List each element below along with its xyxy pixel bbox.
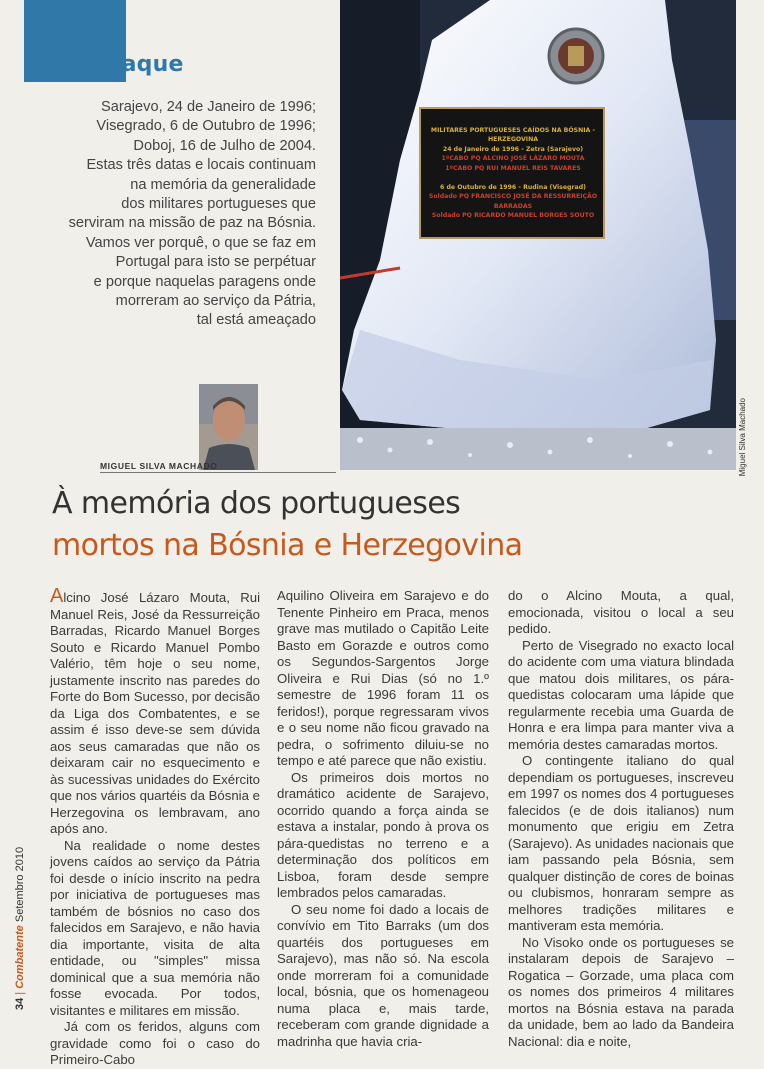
- body-column-1: [50, 585, 260, 1069]
- paragraph: O seu nome foi dado a locais de convívio em Tito Barraks (um dos quartéis dos portugueses em Sarajevo), mas não só. Na escola onde morreram foi a comunidade local, bósnia, que os homenageou numa placa e, mais tarde, receberam com grande dignidade a madrinha que havia cria-: [277, 901, 489, 1049]
- issue-date: Setembro 2010: [14, 846, 26, 923]
- paragraph: O contingente italiano do qual dependiam os portugueses, inscreveu em 1997 os nomes dos 4 portugueses falecidos (e de dois italianos) num monumento que erigiu em Zetra (Sarajevo). As unidades nacionais que iam passando pela Bósnia, sem qualquer distinção de cores de boinas ou clubismos, honraram sempre as melhores tradições militares e mantiveram esta memória.: [508, 753, 734, 933]
- page-number: 34: [14, 997, 26, 1010]
- plaque-line: 6 de Outubro de 1996 - Rudina (Visegrad): [440, 184, 586, 192]
- paragraph: Os primeiros dois mortos no dramático acidente de Sarajevo, ocorrido quando a força ainda se estava a instalar, pondo à prova os pára-quedistas no terreno e a determinação dos políticos em Lisboa, foram desde sempre lembrados pelos camaradas.: [277, 769, 489, 900]
- plaque-line: Soldado PQ FRANCISCO JOSÉ DA RESSURREIÇÃO BARRADAS: [428, 193, 598, 210]
- intro-line: Portugal para isto se perpétuar: [115, 254, 316, 271]
- plaque-text: [424, 126, 602, 221]
- body-column-2: [277, 588, 489, 1050]
- photo-credit: Miguel Silva Machado: [738, 398, 747, 477]
- author-byline: MIGUEL SILVA MACHADO: [100, 461, 218, 471]
- author-portrait-illustration: [199, 384, 258, 470]
- intro-line: Visegrado, 6 de Outubro de 1996;: [96, 118, 316, 135]
- intro-line: morreram ao serviço da Pátria,: [115, 293, 316, 310]
- paragraph: Perto de Visegrado no exacto local do acidente com uma viatura blindada que matou dois militares, os pára-quedistas colocaram uma lápide que regularmente recebia uma Guarda de Honra e era limpa para manter viva a memória destes camaradas mortos.: [508, 637, 734, 752]
- intro-line: Estas três datas e locais continuam: [86, 157, 316, 174]
- plaque-line: MILITARES PORTUGUESES CAÍDOS NA BÓSNIA - HERZEGOVINA: [430, 127, 596, 144]
- byline-rule: [100, 472, 336, 473]
- headline-line-2: mortos na Bósnia e Herzegovina: [52, 528, 523, 563]
- plaque-line: 24 de Janeiro de 1996 - Zetra (Sarajevo): [442, 145, 584, 153]
- intro-line: na memória da generalidade: [130, 176, 316, 193]
- intro-line: Sarajevo, 24 de Janeiro de 1996;: [100, 99, 316, 115]
- paragraph: Aquilino Oliveira em Sarajevo e do Tenente Pinheiro em Praca, menos grave mas mutilado o Capitão Leite Basto em Gorazde e outros como os Segundos-Sargentos Jorge Oliveira e Rui Dias (só no 1.º semestre de 1996 foram 11 os feridos!), porque regressaram vivos e o seu nome não ficou gravado na pedra, o sofrimento diluiu-se no tempo e até parece que não existiu.: [277, 588, 489, 768]
- intro-line: Doboj, 16 de Julho de 2004.: [133, 137, 316, 154]
- paragraph: Na realidade o nome destes jovens caídos ao serviço da Pátria foi desde o início inscrito na pedra por iniciativa de portugueses mas também de bósnios no caso dos falecidos em Sarajevo, e não havia dia importante, visita de alta entidade, ou "simples" missa dominical que a sua memória não fosse evocada. Por todos, visitantes e militares em missão.: [50, 837, 260, 1018]
- plaque-line: Soldado PQ RICARDO MANUEL BORGES SOUTO: [431, 212, 595, 220]
- paragraph: Já com os feridos, alguns com gravidade como foi o caso do Primeiro-Cabo: [50, 1019, 260, 1067]
- monument-photo: [340, 0, 736, 470]
- paragraph: No Visoko onde os portugueses se instalaram depois de Sarajevo – Rogatica – Gorzade, uma placa com os nomes dos primeiros 4 militares mortos na Bósnia estava na parada da unidade, bem ao lado da Bandeira Nacional: dia e noite,: [508, 934, 734, 1049]
- intro-line: tal está ameaçado: [196, 312, 316, 329]
- intro-line: Vamos ver porquê, o que se faz em: [85, 234, 316, 251]
- section-label: Destaque: [64, 52, 184, 77]
- page-folio: 34 | Combatente Setembro 2010: [14, 846, 26, 1010]
- plaque-line: 1ºCABO PQ ALCINO JOSÉ LÁZARO MOUTA: [441, 155, 585, 163]
- intro-line: serviram na missão de paz na Bósnia.: [68, 215, 316, 232]
- monument-illustration: [340, 0, 736, 470]
- magazine-name: Combatente: [14, 925, 26, 989]
- headline-line-1: À memória dos portugueses: [52, 486, 461, 521]
- paragraph: Alcino José Lázaro Mouta, Rui Manuel Reis, José da Ressurreição Barradas, Ricardo Manuel Borges Souto e Ricardo Manuel Pombo Valério, têm hoje o seu nome, justamente inscrito nas paredes do Forte do Bom Sucesso, por decisão da Liga dos Combatentes, e se assim é isso deve-se sem dúvida aos seus camaradas que não os deixaram cair no esquecimento e às sucessivas unidades do Exército que nos vários quartéis da Bósnia e Herzegovina os lembravam, ano após ano.: [50, 585, 260, 836]
- author-portrait: [199, 384, 258, 470]
- body-column-3: [508, 588, 734, 1050]
- intro-line: e porque naquelas paragens onde: [93, 273, 316, 290]
- paragraph: do o Alcino Mouta, a qual, emocionada, visitou o local a seu pedido.: [508, 588, 734, 636]
- intro-deck: [40, 98, 316, 331]
- plaque-line: 1ºCABO PQ RUI MANUEL REIS TAVARES: [445, 164, 581, 172]
- intro-line: dos militares portugueses que: [121, 196, 316, 213]
